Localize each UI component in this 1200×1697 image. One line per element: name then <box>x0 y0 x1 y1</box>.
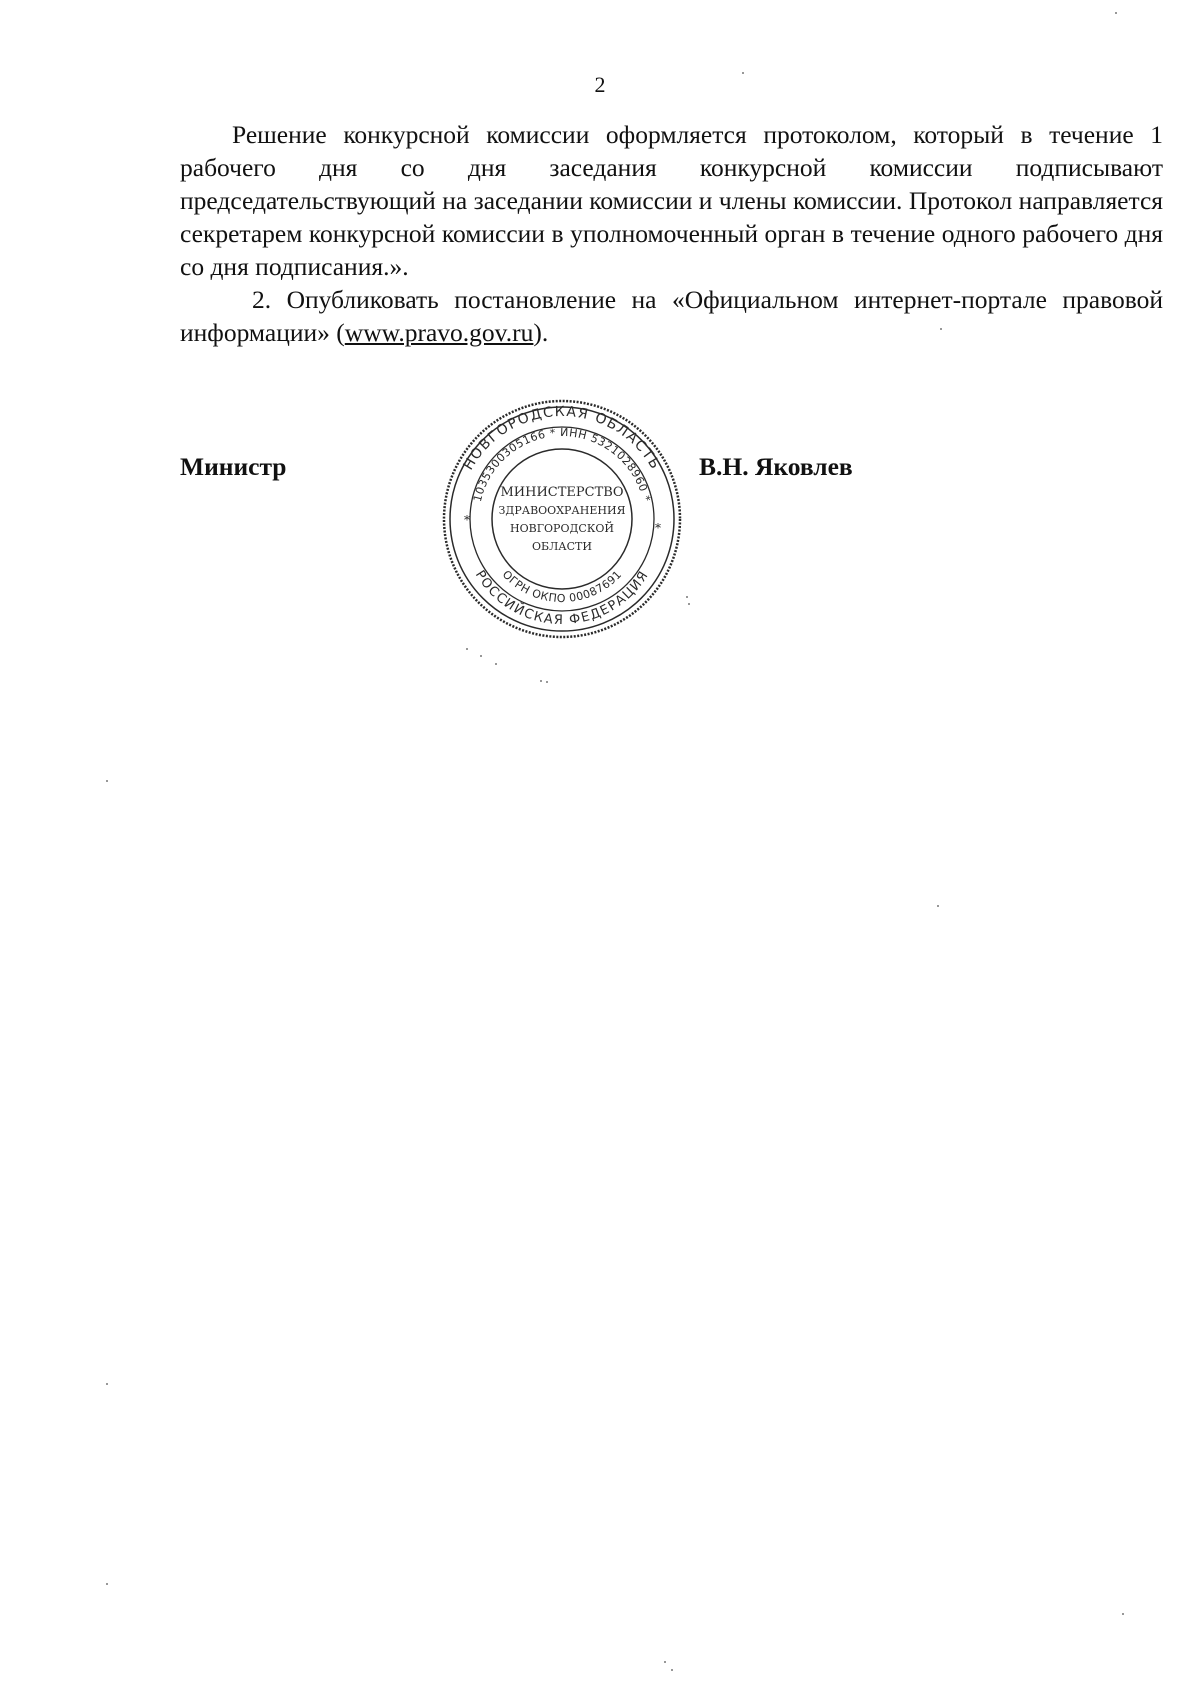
scan-speck <box>742 72 744 74</box>
scan-speck <box>106 1383 108 1385</box>
stamp-outer-top: НОВГОРОДСКАЯ ОБЛАСТЬ <box>460 403 664 473</box>
paragraph-publish-end: ). <box>533 318 549 347</box>
scan-speck <box>937 905 939 907</box>
stamp-star-left-icon: * <box>464 513 470 527</box>
stamp-star-right-icon: * <box>655 521 661 535</box>
scan-speck <box>1115 12 1117 14</box>
paragraph-publish-text: 2. Опубликовать постановление на «Официальном интернет-портале правовой информации» ( <box>180 285 1163 347</box>
document-body <box>180 118 1163 349</box>
scan-speck <box>671 1669 673 1671</box>
stamp-center-line-3: НОВГОРОДСКОЙ <box>510 522 614 535</box>
scan-speck <box>546 681 548 683</box>
scan-speck <box>688 603 690 605</box>
stamp-inner-bottom: ОГРН ОКПО 00087691 <box>499 567 625 606</box>
paragraph-publish <box>180 283 1163 349</box>
pravo-link[interactable]: www.pravo.gov.ru <box>344 318 534 347</box>
scan-speck <box>106 780 108 782</box>
scan-speck <box>495 663 497 665</box>
signatory-title: Министр <box>180 452 287 481</box>
scan-speck <box>480 655 482 657</box>
paragraph-commission-decision: Решение конкурсной комиссии оформляется протоколом, который в течение 1 рабочего дня со дня заседания конкурсной комиссии подписывают председательствующий на заседании комиссии и члены комиссии. Протокол направляется секретарем конкурсной комиссии в уполномоченный орган в течение одного рабочего дня со дня подписания.». <box>180 120 1163 281</box>
scan-speck <box>540 680 542 682</box>
stamp-center-line-2: ЗДРАВООХРАНЕНИЯ <box>498 504 626 517</box>
scan-speck <box>1122 1613 1124 1615</box>
page-number: 2 <box>594 72 606 97</box>
official-seal-icon <box>437 394 687 644</box>
scan-speck <box>686 596 688 598</box>
scan-speck <box>466 648 468 650</box>
stamp-center-line-4: ОБЛАСТИ <box>532 540 592 553</box>
scan-speck <box>940 328 942 330</box>
signatory-name: В.Н. Яковлев <box>699 452 853 481</box>
stamp-outer-bottom: РОССИЙСКАЯ ФЕДЕРАЦИЯ <box>471 567 653 629</box>
stamp-inner-top: 1035300305166 * ИНН 5321028960 * <box>470 425 654 504</box>
stamp-center-line-1: МИНИСТЕРСТВО <box>500 485 624 500</box>
scan-speck <box>664 1661 666 1663</box>
scan-speck <box>106 1583 108 1585</box>
